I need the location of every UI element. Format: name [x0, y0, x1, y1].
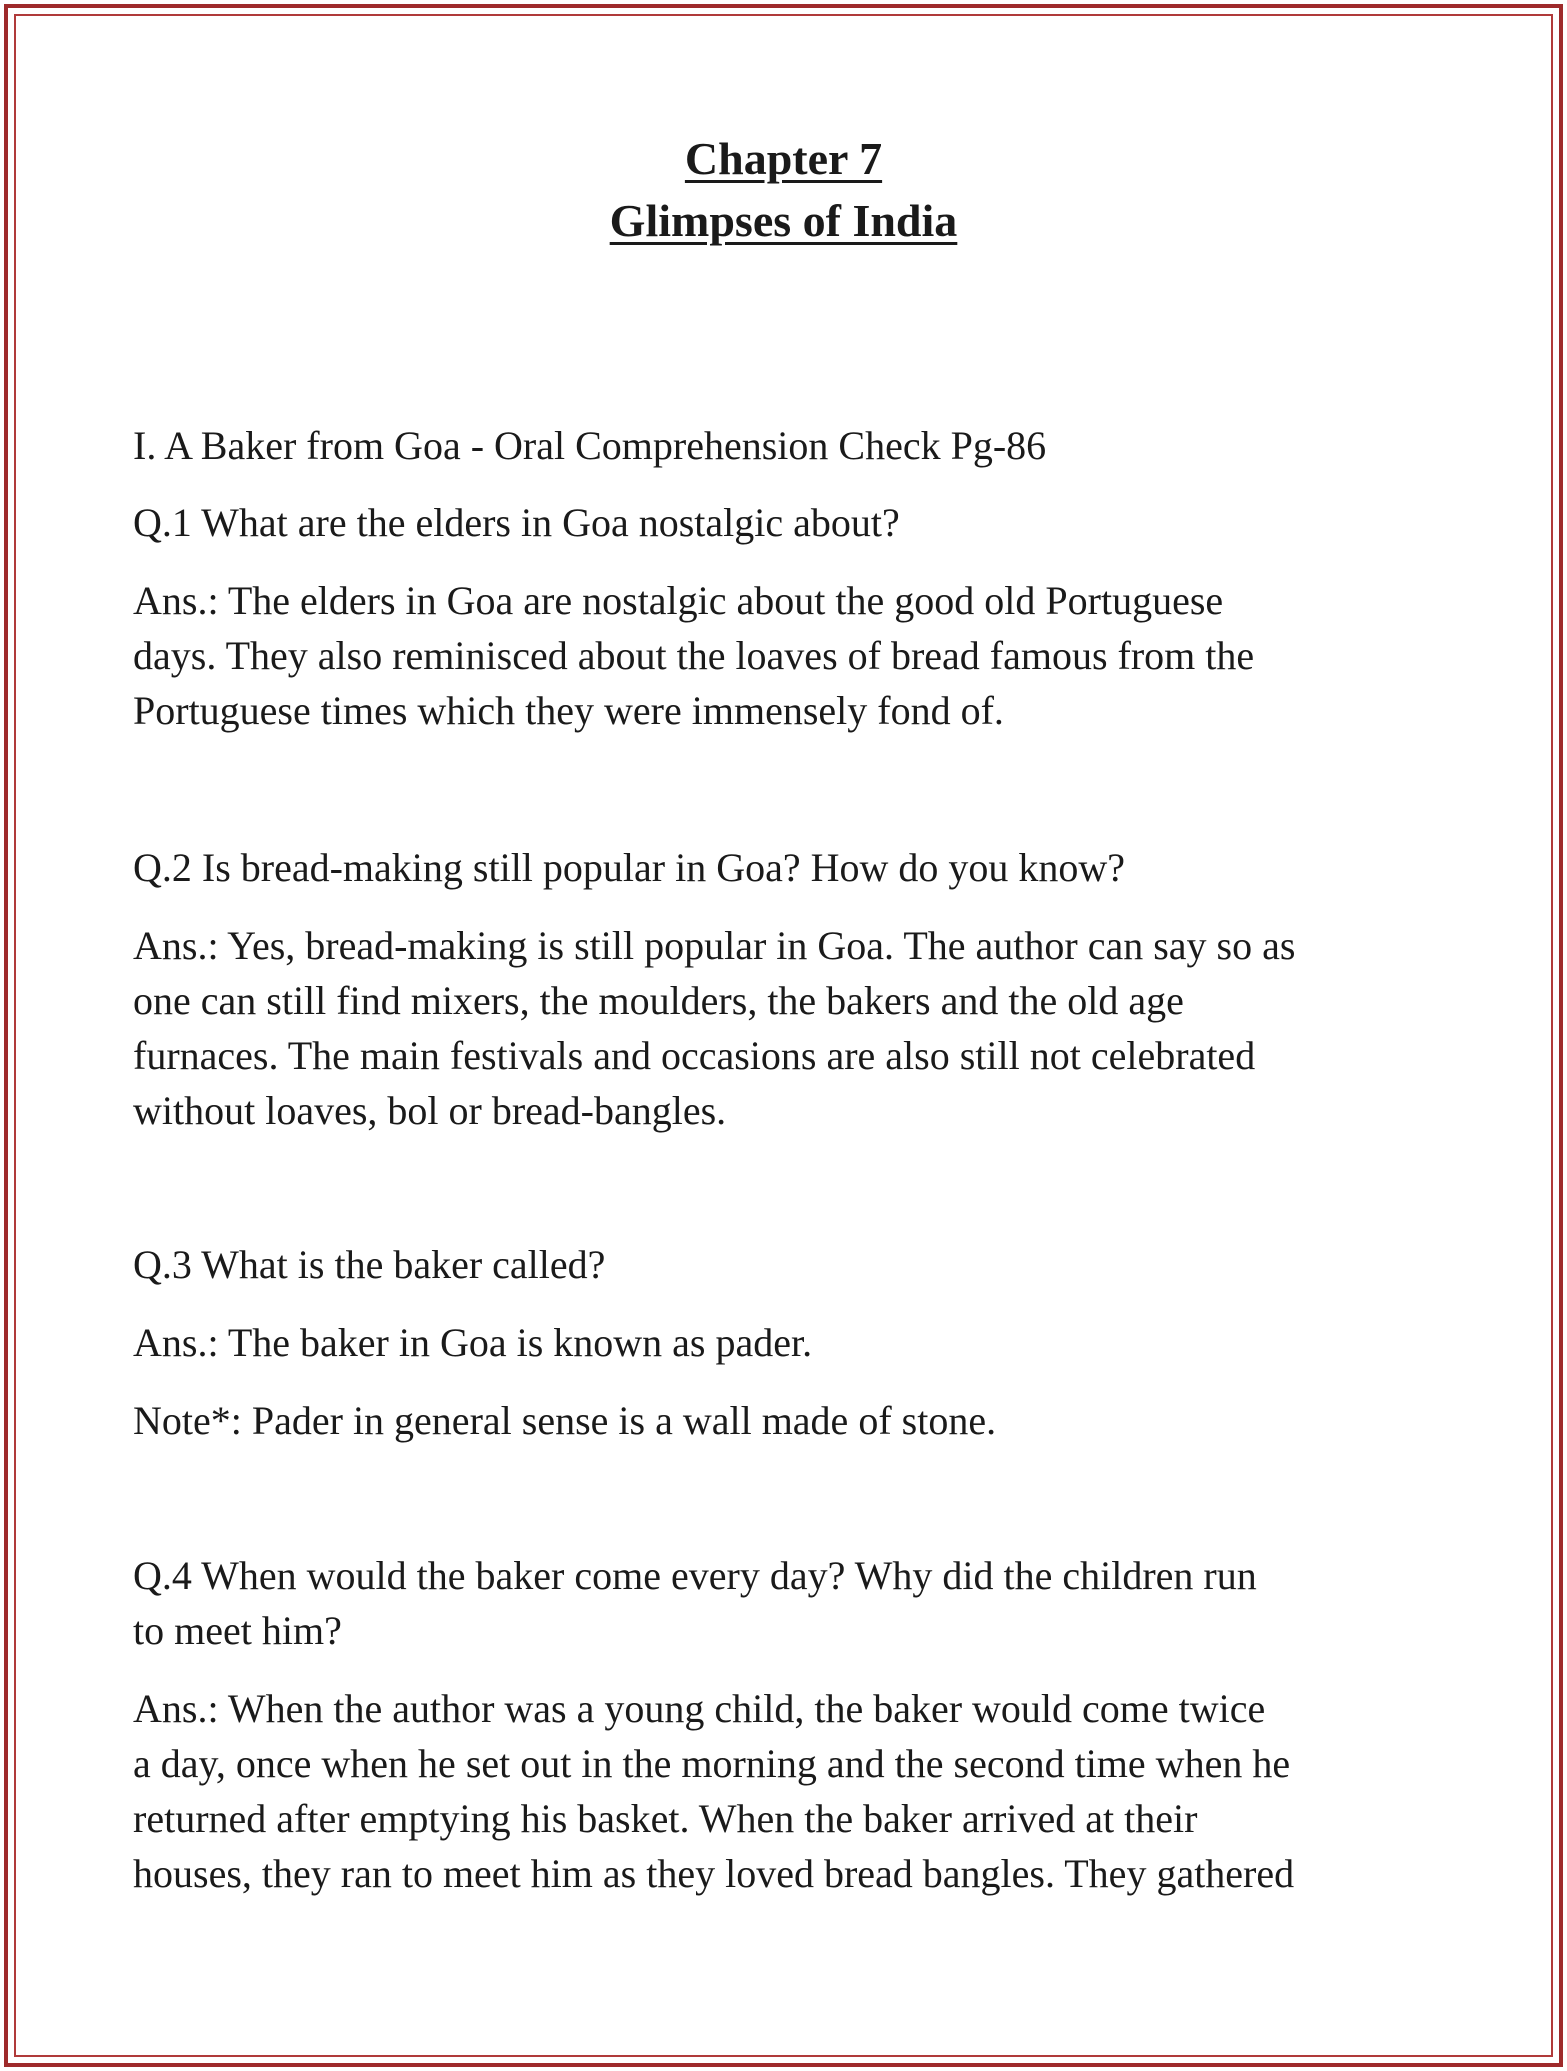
question-3: Q.3 What is the baker called?: [133, 1242, 606, 1287]
answer-line: furnaces. The main festivals and occasions are also still not celebrated: [133, 1033, 1256, 1078]
answer-line: Portuguese times which they were immensely fond of.: [133, 688, 1004, 733]
answer-line: days. They also reminisced about the loaves of bread famous from the: [133, 633, 1255, 678]
chapter-number: Chapter 7: [684, 133, 883, 184]
question-line: Q.4 When would the baker come every day? Why did the children run: [133, 1553, 1257, 1598]
question-line: to meet him?: [133, 1608, 342, 1653]
question-1: Q.1 What are the elders in Goa nostalgic about?: [133, 500, 900, 545]
answer-line: returned after emptying his basket. When the baker arrived at their: [133, 1796, 1198, 1841]
answer-line: Ans.: The elders in Goa are nostalgic about the good old Portuguese: [133, 578, 1224, 623]
question-2: Q.2 Is bread-making still popular in Goa? How do you know?: [133, 845, 1126, 890]
chapter-name: Glimpses of India: [609, 195, 958, 246]
page-title: [0, 128, 1567, 252]
section-heading: I. A Baker from Goa - Oral Comprehension Check Pg-86: [133, 423, 1047, 468]
answer-line: Ans.: Yes, bread-making is still popular in Goa. The author can say so as: [133, 923, 1296, 968]
answer-line: one can still find mixers, the moulders, the bakers and the old age: [133, 978, 1184, 1023]
answer-line: Ans.: When the author was a young child, the baker would come twice: [133, 1686, 1266, 1731]
answer-3: Ans.: The baker in Goa is known as pader.: [133, 1320, 813, 1365]
answer-line: a day, once when he set out in the morning and the second time when he: [133, 1741, 1291, 1786]
note-3: Note*: Pader in general sense is a wall made of stone.: [133, 1398, 997, 1443]
answer-line: houses, they ran to meet him as they loved bread bangles. They gathered: [133, 1851, 1295, 1896]
answer-line: without loaves, bol or bread-bangles.: [133, 1088, 727, 1133]
